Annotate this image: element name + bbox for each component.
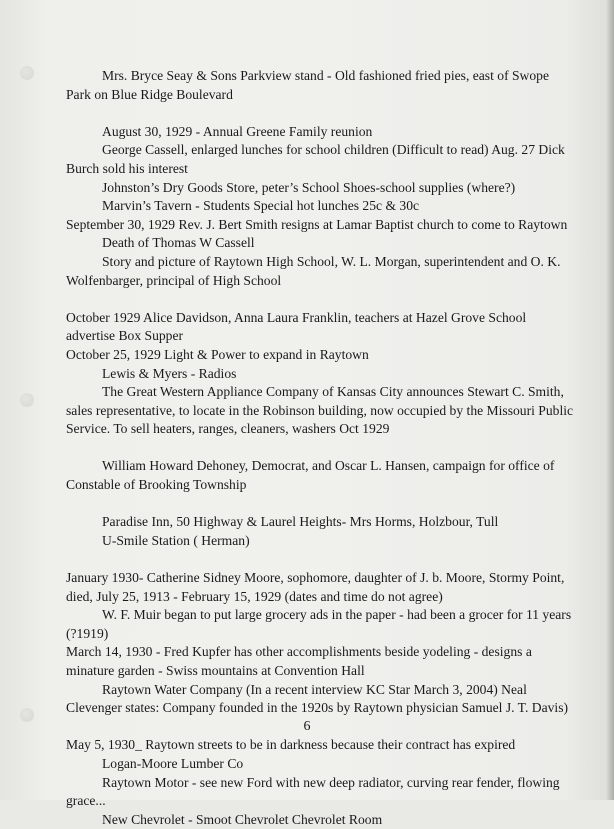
paragraph: Johnston’s Dry Goods Store, peter’s School Shoes-school supplies (where?) [102,179,516,195]
paragraph: William Howard Dehoney, Democrat, and Oscar L. Hansen, campaign for office of Constable of Brooking Township [66,458,555,493]
paragraph: Raytown Motor - see new Ford with new deep radiator, curving rear fender, flowing grace... [66,774,560,809]
page-number: 6 [303,719,311,734]
paragraph: Story and picture of Raytown High School, W. L. Morgan, superintendent and O. K. Wolfenbarger, principal of High School [66,253,561,288]
binder-hole [20,66,34,80]
paragraph: October 1929 Alice Davidson, Anna Laura Franklin, teachers at Hazel Grove School advertise Box Supper [66,309,527,344]
paragraph: Raytown Water Company (In a recent interview KC Star March 3, 2004) Neal Clevenger states: Company founded in the 1920s by Raytown physician Samuel J. T. Davis) [66,681,569,716]
paragraph: September 30, 1929 Rev. J. Bert Smith resigns at Lamar Baptist church to come to Raytown [66,216,568,232]
paragraph: October 25, 1929 Light & Power to expand in Raytown [66,346,369,362]
paragraph: March 14, 1930 - Fred Kupfer has other accomplishments beside yodeling - designs a minature garden - Swiss mountains at Convention Hall [66,644,532,678]
paragraph: January 1930- Catherine Sidney Moore, sophomore, daughter of J. b. Moore, Stormy Point, died, July 25, 1913 - February 15, 1929 (dates and time do not agree) [66,570,565,604]
paragraph: Logan-Moore Lumber Co [102,755,244,771]
paragraph: Lewis & Myers - Radios [102,365,237,381]
paragraph: New Chevrolet - Smoot Chevrolet Chevrolet Room [102,811,383,827]
document-body [66,67,576,829]
paragraph: W. F. Muir began to put large grocery ads in the paper - had been a grocer for 11 years (?1919) [66,607,572,641]
paragraph: Paradise Inn, 50 Highway & Laurel Heights- Mrs Horms, Holzbour, Tull [102,514,499,530]
paragraph: Marvin’s Tavern - Students Special hot lunches 25c & 30c [102,198,420,214]
paragraph: The Great Western Appliance Company of Kansas City announces Stewart C. Smith, sales representative, to locate in the Robinson building, now occupied by the Missouri Public Service. To sell heaters, ranges, cleaners, washers Oct 1929 [66,384,574,437]
paragraph: Death of Thomas W Cassell [102,235,255,251]
paragraph: May 5, 1930_ Raytown streets to be in darkness because their contract has expired [66,737,516,753]
binder-hole [20,393,34,407]
paragraph: George Cassell, enlarged lunches for school children (Difficult to read) Aug. 27 Dick Burch sold his interest [66,142,565,176]
paragraph: August 30, 1929 - Annual Greene Family reunion [102,123,373,139]
paragraph: U-Smile Station ( Herman) [102,532,250,548]
paragraph: Mrs. Bryce Seay & Sons Parkview stand - Old fashioned fried pies, east of Swope Park on Blue Ridge Boulevard [66,68,550,102]
